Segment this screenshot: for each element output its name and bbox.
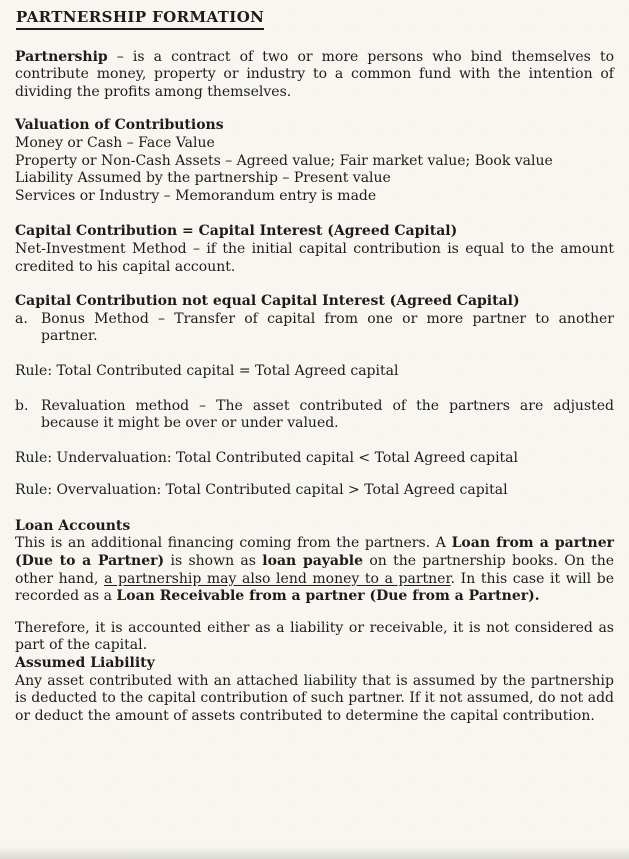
bonus-method-text: Bonus Method – Transfer of capital from one or more partner to another partner.	[41, 310, 614, 345]
definition-paragraph	[15, 49, 614, 102]
revaluation-method-section	[15, 398, 614, 433]
loan-seg-7: . In this case it will be recorded as a	[15, 570, 614, 605]
not-equal-capital-section	[15, 293, 614, 346]
revaluation-method-item	[15, 398, 614, 433]
page-title: PARTNERSHIP FORMATION	[16, 9, 264, 30]
assumed-liability-body: Any asset contributed with an attached liability that is assumed by the partnership is deducted to the capital contribution of such partner. If it not assumed, do not add or deduct the amount of assets contributed to determine the capital contribution.	[15, 672, 614, 724]
equal-capital-section	[15, 223, 614, 276]
valuation-item-property: Property or Non-Cash Assets – Agreed value; Fair market value; Book value	[15, 152, 553, 169]
loan-receivable-term: Loan Receivable from a partner (Due from a Partner).	[116, 588, 540, 605]
assumed-liability-section	[15, 655, 614, 725]
loan-seg-5: on the partnership books. On the other hand,	[15, 553, 614, 587]
loan-accounts-heading: Loan Accounts	[15, 517, 131, 534]
loan-from-partner-term: Loan from a partner (Due to a Partner)	[15, 535, 615, 570]
rule-overvaluation-line: Rule: Overvaluation: Total Contributed capital > Total Agreed capital	[15, 482, 508, 499]
loan-payable-term: loan payable	[262, 553, 364, 570]
lend-money-underlined-phrase: a partnership may also lend money to a partner	[104, 570, 451, 587]
revaluation-method-text: Revaluation method – The asset contributed of the partners are adjusted because it might be over or under valued.	[41, 397, 614, 432]
assumed-liability-heading: Assumed Liability	[15, 655, 155, 672]
valuation-item-services: Services or Industry – Memorandum entry is made	[15, 187, 377, 204]
valuation-item-liability: Liability Assumed by the partnership – Present value	[15, 170, 391, 187]
loan-accounts-paragraph	[15, 535, 614, 605]
valuation-item-money: Money or Cash – Face Value	[15, 134, 215, 151]
item-b-marker: b.	[15, 397, 29, 414]
loan-accounts-section	[15, 518, 614, 655]
rule-equal-line: Rule: Total Contributed capital = Total Agreed capital	[15, 362, 399, 379]
valuation-section	[15, 117, 614, 205]
definition-term: Partnership	[15, 48, 108, 65]
loan-seg-3: is shown as	[164, 553, 263, 570]
title-block	[15, 9, 614, 30]
valuation-heading: Valuation of Contributions	[15, 117, 224, 134]
equal-capital-body: Net-Investment Method – if the initial capital contribution is equal to the amount credited to his capital account.	[15, 240, 614, 275]
definition-text: – is a contract of two or more persons who bind themselves to contribute money, property or industry to a common fund with the intention of dividing the profits among themselves.	[15, 48, 614, 100]
item-a-marker: a.	[15, 310, 28, 327]
equal-capital-heading: Capital Contribution = Capital Interest (Agreed Capital)	[15, 223, 458, 240]
bonus-method-item	[15, 311, 614, 346]
loan-accounts-note: Therefore, it is accounted either as a liability or receivable, it is not considered as part of the capital.	[15, 619, 614, 654]
not-equal-capital-heading: Capital Contribution not equal Capital Interest (Agreed Capital)	[15, 293, 520, 310]
rule-undervaluation-line: Rule: Undervaluation: Total Contributed capital < Total Agreed capital	[15, 449, 519, 466]
loan-seg-1: This is an additional financing coming from the partners. A	[15, 535, 452, 552]
